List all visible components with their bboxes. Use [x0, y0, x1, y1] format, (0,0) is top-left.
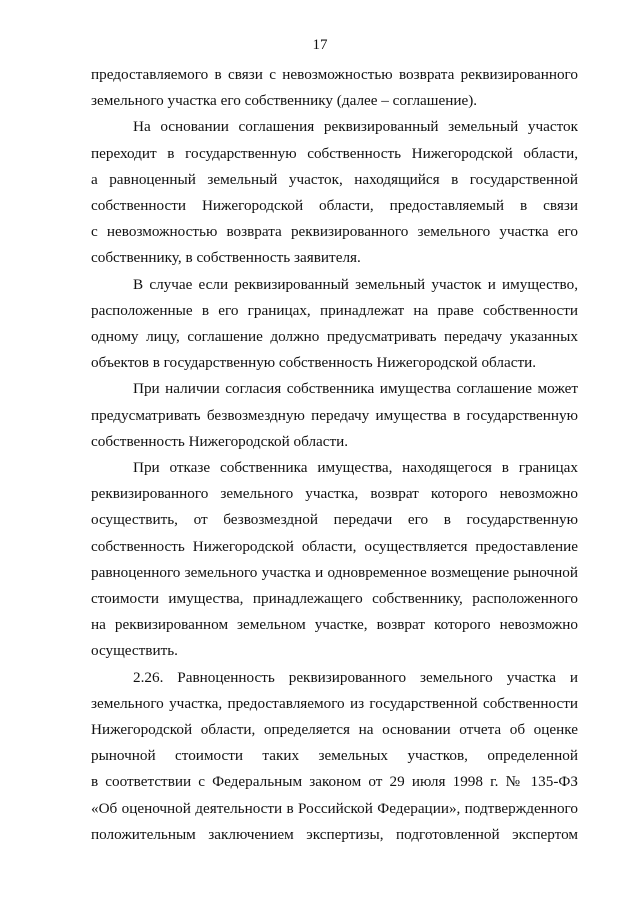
- text-line: предусматривать безвозмездную передачу имущества в государственную: [91, 406, 578, 424]
- text-line: равноценного земельного участка и одновременное возмещение рыночной: [91, 563, 578, 581]
- text-line: собственности Нижегородской области, предоставляемый в связи: [91, 197, 578, 215]
- text-line: осуществить.: [91, 642, 178, 660]
- text-line: осуществить, от безвозмездной передачи его в государственную: [91, 511, 578, 529]
- paragraph: [91, 376, 578, 455]
- paragraph: [91, 455, 578, 665]
- text-line: земельного участка, предоставляемого из государственной собственности: [91, 694, 578, 712]
- text-line: расположенные в его границах, принадлежат на праве собственности: [91, 301, 578, 319]
- text-line: собственность Нижегородской области.: [91, 432, 349, 450]
- paragraph: [91, 114, 578, 271]
- text-line: «Об оценочной деятельности в Российской Федерации», подтвержденного: [91, 799, 578, 817]
- text-line: собственнику, в собственность заявителя.: [91, 249, 361, 267]
- text-line: одному лицу, соглашение должно предусматривать передачу указанных: [91, 328, 578, 346]
- text-line: стоимости имущества, принадлежащего собственнику, расположенного: [91, 590, 578, 608]
- paragraph: [91, 62, 578, 114]
- text-line: В случае если реквизированный земельный участок и имущество,: [133, 275, 578, 293]
- text-line: переходит в государственную собственность Нижегородской области,: [91, 144, 578, 162]
- text-line: рыночной стоимости таких земельных участков, определенной: [91, 747, 578, 765]
- page-number: 17: [312, 37, 328, 53]
- text-line: Нижегородской области, определяется на основании отчета об оценке: [91, 721, 578, 739]
- text-line: в соответствии с Федеральным законом от 29 июля 1998 г. № 135-ФЗ: [91, 773, 578, 791]
- text-line: При наличии согласия собственника имущества соглашение может: [133, 380, 578, 398]
- text-line: собственность Нижегородской области, осуществляется предоставление: [91, 537, 578, 555]
- text-line: земельного участка его собственнику (далее – соглашение).: [91, 92, 478, 110]
- text-line: 2.26. Равноценность реквизированного земельного участка и: [133, 668, 578, 686]
- text-line: объектов в государственную собственность Нижегородской области.: [91, 354, 537, 372]
- document-body: [91, 62, 578, 848]
- text-line: На основании соглашения реквизированный земельный участок: [133, 118, 578, 136]
- text-line: реквизированного земельного участка, возврат которого невозможно: [91, 485, 578, 503]
- paragraph: [91, 665, 578, 848]
- text-line: положительным заключением экспертизы, подготовленной экспертом: [91, 825, 578, 843]
- text-line: с невозможностью возврата реквизированного земельного участка его: [91, 223, 578, 241]
- text-line: на реквизированном земельном участке, возврат которого невозможно: [91, 616, 578, 634]
- text-line: а равноценный земельный участок, находящийся в государственной: [91, 170, 578, 188]
- text-line: предоставляемого в связи с невозможностью возврата реквизированного: [91, 66, 578, 83]
- paragraph: [91, 272, 578, 377]
- text-line: При отказе собственника имущества, находящегося в границах: [133, 459, 578, 477]
